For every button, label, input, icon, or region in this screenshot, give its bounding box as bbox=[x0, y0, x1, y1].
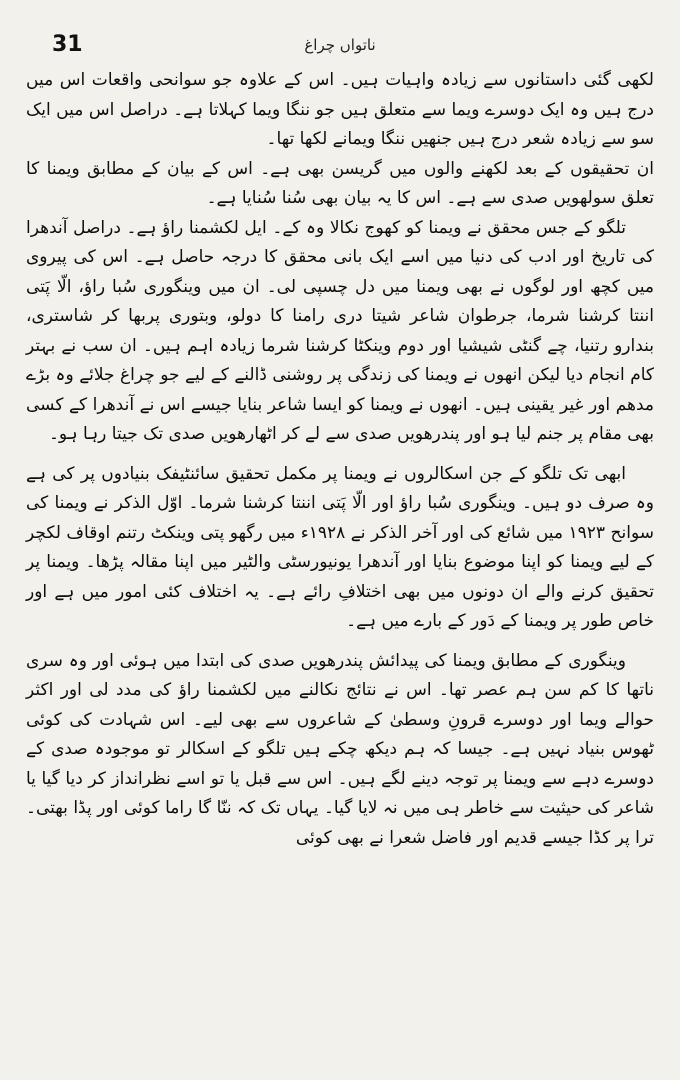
paragraph: ان تحقیقوں کے بعد لکھنے والوں میں گریسن بھی ہے۔ اس کے بیان کے مطابق ویمنا کا تعلق سولھویں صدی سے ہے۔ اس کا یہ بیان بھی سُنا سُنایا ہے۔ bbox=[26, 158, 654, 208]
running-title: ناتواں چراغ bbox=[304, 36, 376, 54]
paragraph: تلگو کے جس محقق نے ویمنا کو کھوج نکالا وہ کے۔ ایل لکشمنا راؤ ہے۔ دراصل آندھرا کی تاریخ اور ادب کی دنیا میں اسے ایک بانی محقق کا درجہ حاصل ہے۔ اس کی پیروی میں کچھ اور لوگوں نے بھی ویمنا میں دل چسپی لی۔ ان میں وینگوری سُبا راؤ، الّا پَتی اننتا کرشنا شرما، جرطوان شاعر شیتا دری رامنا کا دولو، وبتوری پربھا کر شاستری، بندارو رتنیا، چے گنٹی شیشیا اور دوم وینکٹا کرشنا شرما زیادہ اہم ہیں۔ ان سب نے بہتر کام انجام دیا لیکن انھوں نے ویمنا کی زندگی پر روشنی ڈالنے کے لیے جو چراغ جلائے وہ بڑے مدھم اور غیر یقینی ہیں۔ انھوں نے ویمنا کو ایسا شاعر بنایا جیسے اس نے آندھرا کے کسی بھی مقام پر جنم لیا ہو اور پندرھویں صدی سے لے کر اٹھارھویں صدی تک جیتا رہا ہو۔ bbox=[26, 217, 654, 444]
paragraph: وینگوری کے مطابق ویمنا کی پیدائش پندرھویں صدی کی ابتدا میں ہوئی اور وہ سری ناتھا کا کم سن ہم عصر تھا۔ اس نے نتائج نکالنے میں لکشمنا راؤ کی مدد لی اور اکثر حوالے ویما اور دوسرے قرونِ وسطیٰ کے شاعروں سے بھی لیے۔ اس شہادت کی کوئی ٹھوس بنیاد نہیں ہے۔ جیسا کہ ہم دیکھ چکے ہیں تلگو کے اسکالر تو موجودہ صدی کے دوسرے دہے سے ویمنا پر توجہ دینے لگے ہیں۔ اس سے قبل یا تو اسے نظرانداز کر دیا گیا یا شاعر کی حیثیت سے خاطر ہی میں نہ لایا گیا۔ یہاں تک کہ ننّا گا راما کوئی اور پڈا بھتی۔ ترا پر کڈا جیسے قدیم اور فاضل شعرا نے بھی کوئی bbox=[26, 650, 654, 848]
page-body bbox=[26, 66, 654, 853]
page-header bbox=[26, 14, 654, 57]
paragraph: ابھی تک تلگو کے جن اسکالروں نے ویمنا پر مکمل تحقیق سائنٹیفک بنیادوں پر کی ہے وہ صرف دو ہیں۔ وینگوری سُبا راؤ اور الّا پَتی اننتا کرشنا شرما۔ اوّل الذکر نے ویمنا کی سوانح ۱۹۲۳ میں شائع کی اور آخر الذکر نے ۱۹۲۸ء میں رگھو پتی وینکٹ رتنم اوقاف لکچر کے لیے ویمنا کو اپنا موضوع بنایا اور آندھرا یونیورسٹی والٹیر میں اپنا مقالہ پڑھا۔ ویمنا پر تحقیق کرنے والے ان دونوں میں بھی اختلافِ رائے ہے۔ یہ اختلاف کئی امور میں ہے اور خاص طور پر ویمنا کے دَور کے بارے میں ہے۔ bbox=[26, 463, 654, 631]
paragraph: لکھی گئی داستانوں سے زیادہ واہیات ہیں۔ اس کے علاوہ جو سوانحی واقعات اس میں درج ہیں وہ ایک دوسرے ویما سے متعلق ہیں جو ننگا ویما کہلاتا ہے۔ دراصل اس میں ایک سو سے زیادہ شعر درج ہیں جنھیں ننگا ویمانے لکھا تھا۔ bbox=[26, 70, 654, 149]
page-number: 31 bbox=[52, 32, 83, 57]
